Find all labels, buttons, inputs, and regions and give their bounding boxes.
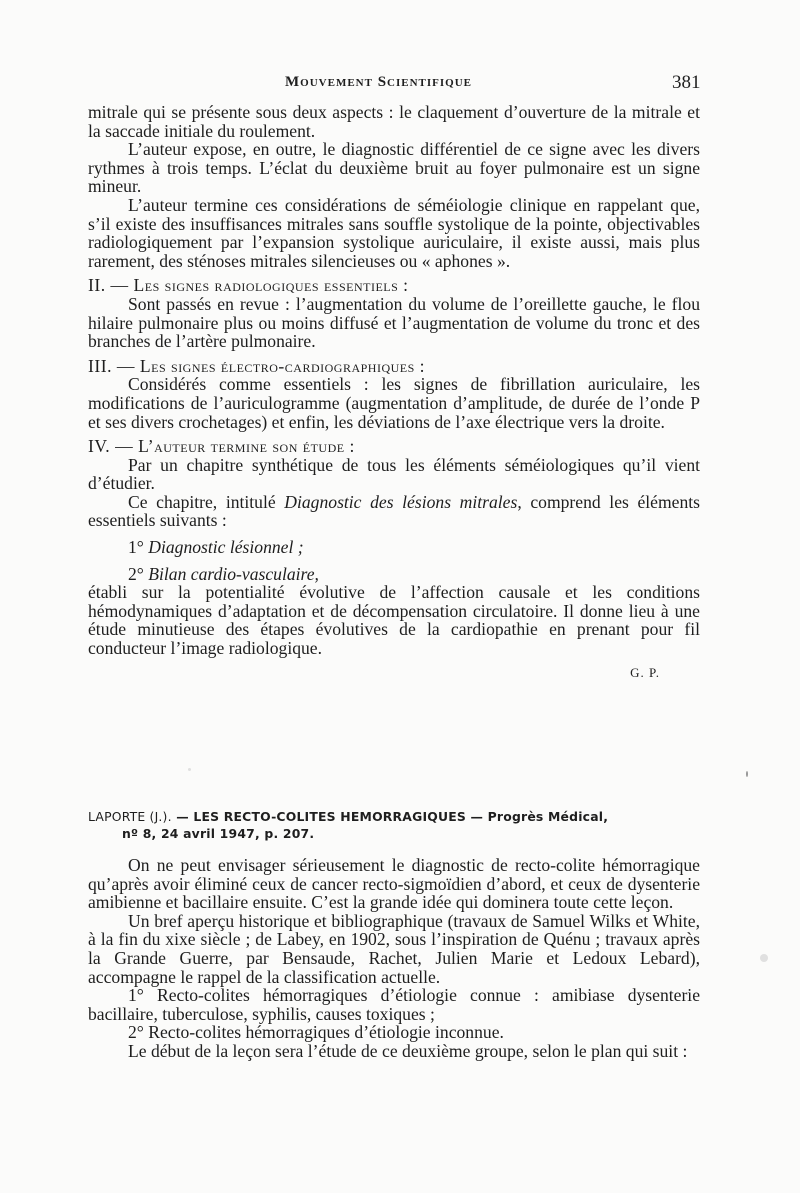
reference-dash: — xyxy=(171,809,194,824)
text-run: Ce chapitre, intitulé xyxy=(128,491,285,512)
paragraph: 2° Recto-colites hémorragiques d’étiologie inconnue. xyxy=(128,1022,504,1043)
paper-stain xyxy=(760,954,768,962)
text-run: , comprend les éléments essentiels suivants : xyxy=(88,491,700,531)
paragraph: L’auteur termine ces considérations de séméiologie clinique en rappelant que, s’il existe des insuffisances mitrales sans souffle systolique de la pointe, objectivables radiologiquement par l’expansion systolique auriculaire, il existe aussi, mais plus rarement, des sténoses mitrales silencieuses ou « aphones ». xyxy=(88,194,700,271)
paragraph: Le début de la leçon sera l’étude de ce deuxième groupe, selon le plan qui suit : xyxy=(128,1040,688,1061)
print-speck xyxy=(746,771,748,777)
author-initials: G. P. xyxy=(630,664,660,680)
running-title: Mouvement Scientifique xyxy=(285,74,472,90)
list-item xyxy=(128,565,700,584)
paragraph xyxy=(88,493,700,530)
reference-details: nº 8, 24 avril 1947, p. 207. xyxy=(122,826,315,841)
paragraph: Par un chapitre synthétique de tous les éléments séméiologiques qu’il vient d’étudier. xyxy=(88,454,700,494)
paragraph: Un bref aperçu historique et bibliographique (travaux de Samuel Wilks et White, à la fin du xixe siècle ; de Labey, en 1902, sous l’inspiration de Quénu ; travaux après la Grande Guerre, par Bensaude, Rachet, Julien Marie et Ledoux Lebard), accompagne le rappel de la classification actuelle. xyxy=(88,910,700,987)
print-speck xyxy=(188,768,191,771)
paragraph: On ne peut envisager sérieusement le diagnostic de recto-colite hémorragique qu’après avoir éliminé ceux de cancer recto-sigmoïdien d’abord, et ceux de dysenterie amibienne et bacillaire ensuite. C’est la grande idée qui dominera toute cette leçon. xyxy=(88,855,700,913)
list-text: Diagnostic lésionnel ; xyxy=(148,537,304,558)
list-number: 1° xyxy=(128,537,144,558)
reference-journal: — Progrès Médical, xyxy=(466,809,609,824)
reference-line xyxy=(88,808,700,825)
bibliographic-reference xyxy=(88,808,700,842)
reference-title: LES RECTO-COLITES HEMORRAGIQUES xyxy=(193,809,467,824)
paragraph: Sont passés en revue : l’augmentation du volume de l’oreillette gauche, le flou hilaire pulmonaire plus ou moins diffusé et l’augmentation de volume du tronc et des branches de l’artère pulmonaire. xyxy=(88,293,700,352)
paragraph: établi sur la potentialité évolutive de l’affection causale et les conditions hémodynamiques d’adaptation et de décompensation circulatoire. Il donne lieu à une étude minutieuse des étapes évolutives de la cardiopathie en prenant pour fil conducteur l’image radiologique. xyxy=(88,582,700,659)
page-header xyxy=(0,74,800,96)
italic-title: Diagnostic des lésions mitrales xyxy=(284,491,518,512)
paragraph: L’auteur expose, en outre, le diagnostic différentiel de ce signe avec les divers rythmes à trois temps. L’éclat du deuxième bruit au foyer pulmonaire est un signe mineur. xyxy=(88,139,700,197)
section-heading: IV. — L’auteur termine son étude : xyxy=(88,436,355,457)
paragraph: 1° Recto-colites hémorragiques d’étiologie connue : amibiase dysenterie bacillaire, tuberculose, syphilis, causes toxiques ; xyxy=(88,985,700,1024)
paragraph: Considérés comme essentiels : les signes de fibrillation auriculaire, les modifications de l’auriculogramme (augmentation d’amplitude, de durée de l’onde P et ses divers crochetages) et enfin, les déviations de l’axe électrique vers la droite. xyxy=(88,374,700,432)
reference-authors: LAPORTE (J.). xyxy=(88,809,172,824)
list-number: 2° xyxy=(128,563,144,584)
article-recto-colites xyxy=(88,856,700,1061)
list-item xyxy=(128,538,700,557)
page-number: 381 xyxy=(672,72,701,93)
section-heading: II. — Les signes radiologiques essentiels : xyxy=(88,275,409,296)
article-mitral-review xyxy=(88,103,700,682)
paragraph: mitrale qui se présente sous deux aspects : le claquement d’ouverture de la mitrale et la saccade initiale du roulement. xyxy=(88,102,700,141)
section-heading: III. — Les signes électro-cardiographiques : xyxy=(88,355,426,376)
list-text: Bilan cardio-vasculaire, xyxy=(148,563,319,584)
